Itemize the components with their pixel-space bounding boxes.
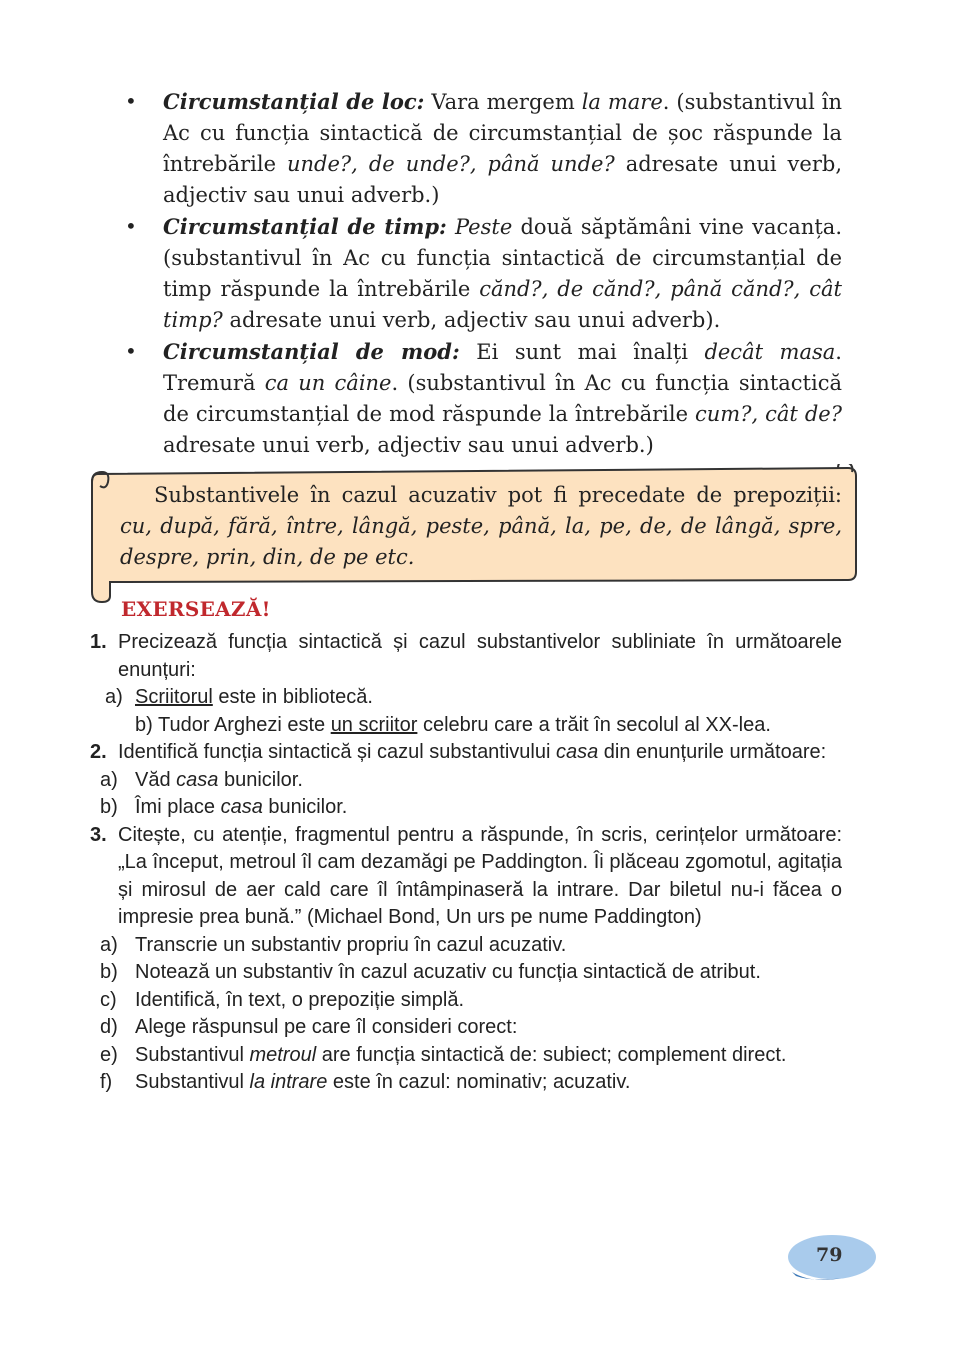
exercise-text: Precizează funcția sintactică și cazul substantivelor subliniate în următoarele enunțuri: [118, 631, 842, 681]
text: din enunțurile următoare: [598, 741, 827, 763]
text [447, 215, 455, 239]
note-intro: Substantivele în cazul acuzativ pot fi precedate de prepoziții: [154, 483, 842, 507]
example: la mare [581, 90, 663, 114]
questions: unde?, de unde?, până unde? [287, 152, 615, 176]
word: la intrare [249, 1071, 328, 1093]
sub-label: b) [100, 796, 118, 818]
text: Identifică funcția sintactică și cazul substantivului [118, 741, 556, 763]
sub-label: e) [100, 1043, 118, 1066]
exercise-2-a [90, 767, 842, 795]
text: bunicilor. [218, 768, 303, 791]
text: Substantivul [135, 1043, 250, 1066]
exercise-1-a [90, 684, 842, 712]
exercise-2-b [90, 794, 842, 822]
text: . (substantivul în Ac cu funcția sintactică de circumstanțial de mod răspunde la întrebările [163, 371, 842, 426]
example: decât masa [704, 340, 836, 364]
text: adresate unui verb, adjectiv sau unui adverb.) [163, 433, 654, 457]
text: bunicilor. [262, 796, 348, 818]
sub-label: f) [100, 1071, 113, 1093]
bullet-circumstantial-mod [120, 336, 842, 461]
text: două săptămâni vine vacanța. (substantivul în Ac cu funcția sintactică de circumstanțial de timp răspunde la întrebările [163, 215, 842, 301]
text: este în cazul: nominativ; acuzativ. [327, 1071, 631, 1093]
exercise-3-d [90, 1014, 842, 1042]
underlined-word: Scriitorul [135, 686, 213, 708]
example: ca un câine [264, 371, 392, 395]
exercise-3-c [90, 987, 842, 1015]
text: . (substantivul în Ac cu funcția sintactică de circumstanțial de șoc răspunde la întrebările [163, 90, 843, 176]
text: este in bibliotecă. [212, 686, 373, 708]
exercise-3-e [90, 1042, 842, 1070]
term: Circumstanțial de mod: [163, 339, 460, 364]
term: Circumstanțial de loc: [163, 89, 425, 114]
text: Ei sunt mai înalți [459, 340, 705, 364]
exercise-1 [90, 629, 842, 684]
sub-label: b) [135, 713, 153, 736]
sub-label: b) [100, 961, 118, 983]
note-prepositions: cu, după, fără, între, lângă, peste, până, la, pe, de, de lângă, spre, despre, prin, din, de pe etc. [120, 514, 842, 569]
term: Circumstanțial de timp: [163, 214, 447, 239]
text: celebru care a trăit în secolul al XX-lea. [417, 713, 771, 736]
exercise-3 [90, 822, 842, 932]
sub-label: c) [100, 988, 117, 1011]
exercise-3-f [90, 1069, 842, 1097]
text: Alege răspunsul pe care îl consideri corect: [135, 1016, 518, 1038]
exercise-1-b [90, 712, 842, 740]
text: Transcrie un substantiv propriu în cazul acuzativ. [135, 933, 567, 956]
word: casa [220, 796, 263, 818]
exercise-3-b [90, 959, 842, 987]
text: Văd [135, 768, 177, 791]
text: Identifică, în text, o prepoziție simplă. [135, 988, 465, 1011]
bullet-dot-icon: • [125, 89, 137, 113]
exercise-title: EXERSEAZĂ! [121, 597, 271, 621]
word: metroul [249, 1043, 317, 1066]
page-number: 79 [816, 1244, 843, 1266]
exercise-number: 2. [90, 741, 107, 763]
exercise-2 [90, 739, 842, 767]
text: adresate unui verb, adjectiv sau unui adverb.) [163, 152, 843, 207]
scroll-note-text [120, 480, 842, 573]
exercise-list [90, 629, 842, 1097]
sub-label: a) [100, 933, 118, 956]
questions: cum?, cât de? [695, 402, 842, 426]
bullet-circumstantial-timp [120, 211, 842, 336]
exercise-number: 3. [90, 823, 107, 846]
bullet-dot-icon: • [125, 214, 137, 238]
text: Notează un substantiv în cazul acuzativ cu funcția sintactică de atribut. [135, 961, 761, 983]
sub-label: a) [100, 768, 118, 791]
text: Vara mergem [424, 90, 582, 114]
sub-label: d) [100, 1016, 118, 1038]
questions: cănd?, de cănd?, până cănd?, cât timp? [163, 277, 842, 332]
text: are funcția sintactică de: subiect; complement direct. [316, 1043, 787, 1066]
exercise-number: 1. [90, 631, 107, 653]
word: casa [176, 768, 219, 791]
example: Peste [455, 215, 513, 239]
text: Substantivul [135, 1071, 250, 1093]
definitions-list [120, 86, 842, 461]
bullet-circumstantial-loc [120, 86, 842, 211]
text: Tudor Arghezi este [158, 713, 331, 736]
text: Îmi place [135, 796, 221, 818]
underlined-word: un scriitor [330, 713, 418, 736]
sub-label: a) [105, 686, 123, 708]
text: . Tremură [163, 340, 842, 395]
text: adresate unui verb, adjectiv sau unui adverb). [222, 308, 721, 332]
exercise-3-a [90, 932, 842, 960]
word: casa [556, 741, 599, 763]
bullet-dot-icon: • [125, 339, 137, 363]
exercise-text: Citește, cu atenție, fragmentul pentru a răspunde, în scris, cerințelor următoare: „La început, metroul îl cam dezamăgi pe Paddington. Îi plăceau zgomotul, agitația și mirosul de aer cald care îl întâmpinaseră la intrare. Dar biletul nu-i făcea o impresie prea bună.” (Michael Bond, Un urs pe nume Paddington) [118, 823, 842, 928]
